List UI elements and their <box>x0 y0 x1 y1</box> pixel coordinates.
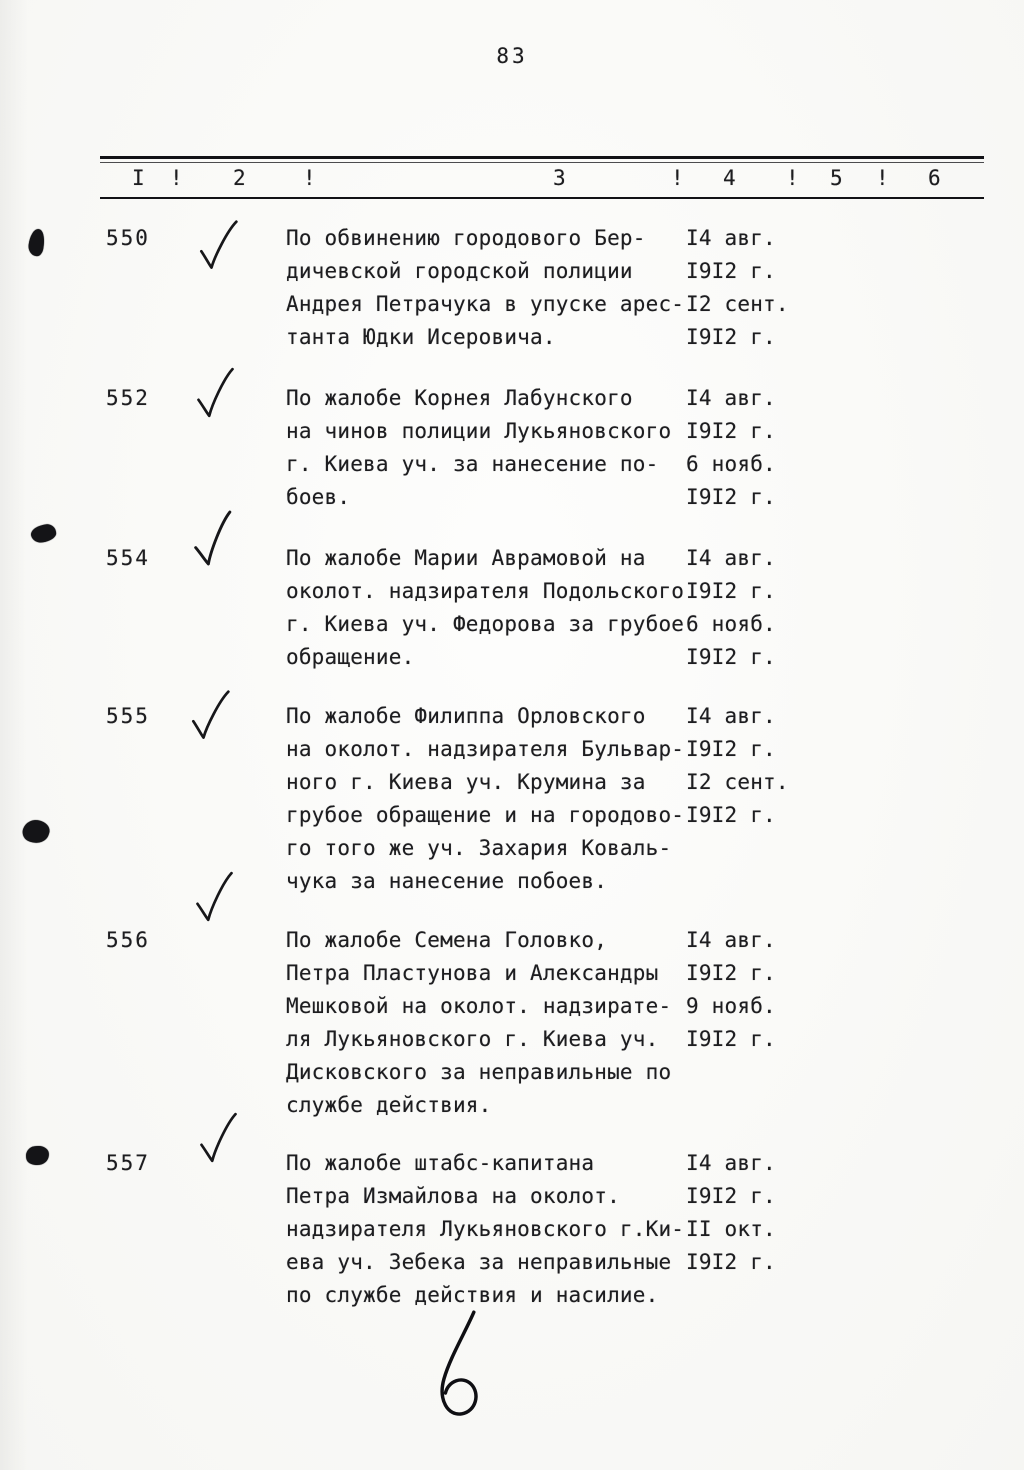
entry-number: 552 <box>106 386 150 410</box>
column-header-6: 6 <box>928 166 941 190</box>
date-line: 9 нояб. <box>686 994 776 1018</box>
ink-blot <box>27 228 45 257</box>
column-separator: ! <box>671 166 684 190</box>
table-top-rule <box>100 156 984 159</box>
description-line: го того же уч. Захария Коваль- <box>286 836 672 860</box>
column-header-4: 4 <box>723 166 736 190</box>
entry-dates <box>686 700 826 832</box>
entry-dates <box>686 1147 826 1279</box>
checkmark-icon <box>190 366 241 423</box>
entry-description <box>286 222 698 354</box>
date-line: I9I2 г. <box>686 419 776 443</box>
checkmark-icon <box>193 1111 244 1168</box>
column-header-3: 3 <box>553 166 566 190</box>
description-line: ля Лукьяновского г. Киева уч. <box>286 1027 659 1051</box>
date-line: I4 авг. <box>686 386 776 410</box>
description-line: По жалобе Марии Аврамовой на <box>286 546 646 570</box>
entry-description <box>286 542 698 674</box>
description-line: дичевской городской полиции <box>286 259 633 283</box>
description-line: обращение. <box>286 645 415 669</box>
description-line: По жалобе Корнея Лабунского <box>286 386 633 410</box>
description-line: на околот. надзирателя Бульвар- <box>286 737 685 761</box>
date-line: I2 сент. <box>686 292 789 316</box>
checkmark-icon <box>194 218 244 273</box>
date-line: I4 авг. <box>686 226 776 250</box>
date-line: I9I2 г. <box>686 645 776 669</box>
column-separator: ! <box>876 166 889 190</box>
entry-number: 555 <box>106 704 150 728</box>
description-line: по службе действия и насилие. <box>286 1283 659 1307</box>
description-line: ного г. Киева уч. Крумина за <box>286 770 646 794</box>
ink-blot <box>20 817 52 847</box>
date-line: I9I2 г. <box>686 1027 776 1051</box>
description-line: грубое обращение и на городово- <box>286 803 685 827</box>
description-line: Мешковой на околот. надзирате- <box>286 994 672 1018</box>
date-line: I9I2 г. <box>686 803 776 827</box>
entry-description <box>286 924 698 1122</box>
date-line: II окт. <box>686 1217 776 1241</box>
description-line: на чинов полиции Лукьяновского <box>286 419 672 443</box>
date-line: I4 авг. <box>686 546 776 570</box>
ink-blot <box>25 1144 50 1166</box>
description-line: надзирателя Лукьяновского г.Ки- <box>286 1217 685 1241</box>
date-line: I9I2 г. <box>686 325 776 349</box>
description-line: По жалобе Филиппа Орловского <box>286 704 646 728</box>
date-line: I4 авг. <box>686 928 776 952</box>
description-line: чука за нанесение побоев. <box>286 869 608 893</box>
table-header-rule <box>100 197 984 199</box>
entry-dates <box>686 222 826 354</box>
column-header-5: 5 <box>830 166 843 190</box>
date-line: I9I2 г. <box>686 737 776 761</box>
entry-description <box>286 700 698 898</box>
date-line: I4 авг. <box>686 704 776 728</box>
date-line: I9I2 г. <box>686 485 776 509</box>
checkmark-icon <box>174 506 255 574</box>
column-header-2: 2 <box>233 166 246 190</box>
description-line: ева уч. Зебека за неправильные <box>286 1250 672 1274</box>
description-line: Петра Измайлова на околот. <box>286 1184 620 1208</box>
entry-dates <box>686 382 826 514</box>
description-line: г. Киева уч. Федорова за грубое <box>286 612 685 636</box>
description-line: Петра Пластунова и Александры <box>286 961 659 985</box>
column-separator: ! <box>303 166 316 190</box>
date-line: I2 сент. <box>686 770 789 794</box>
entry-dates <box>686 924 826 1056</box>
date-line: I9I2 г. <box>686 579 776 603</box>
entry-number: 554 <box>106 546 150 570</box>
entry-dates <box>686 542 826 674</box>
description-line: Дисковского за неправильные по <box>286 1060 672 1084</box>
entry-number: 550 <box>106 226 150 250</box>
date-line: 6 нояб. <box>686 612 776 636</box>
description-line: Андрея Петрачука в упуске арес- <box>286 292 685 316</box>
entry-description <box>286 382 698 514</box>
checkmark-icon <box>189 870 240 927</box>
date-line: I9I2 г. <box>686 1184 776 1208</box>
description-line: боев. <box>286 485 351 509</box>
handwritten-six <box>420 1307 497 1425</box>
ink-blot <box>30 523 58 545</box>
date-line: I9I2 г. <box>686 1250 776 1274</box>
checkmark-icon <box>186 688 236 743</box>
column-header-1: I <box>132 166 145 190</box>
page-number: 83 <box>496 44 528 68</box>
description-line: По жалобе Семена Головко, <box>286 928 608 952</box>
column-separator: ! <box>170 166 183 190</box>
description-line: г. Киева уч. за нанесение по- <box>286 452 659 476</box>
column-separator: ! <box>786 166 799 190</box>
description-line: танта Юдки Исеровича. <box>286 325 556 349</box>
description-line: По обвинению городового Бер- <box>286 226 646 250</box>
entry-number: 556 <box>106 928 150 952</box>
description-line: службе действия. <box>286 1093 492 1117</box>
description-line: По жалобе штабс-капитана <box>286 1151 595 1175</box>
description-line: околот. надзирателя Подольского <box>286 579 685 603</box>
table-top-rule-2 <box>100 162 984 163</box>
date-line: I9I2 г. <box>686 259 776 283</box>
entry-description <box>286 1147 698 1312</box>
date-line: I9I2 г. <box>686 961 776 985</box>
entry-number: 557 <box>106 1151 150 1175</box>
date-line: I4 авг. <box>686 1151 776 1175</box>
date-line: 6 нояб. <box>686 452 776 476</box>
